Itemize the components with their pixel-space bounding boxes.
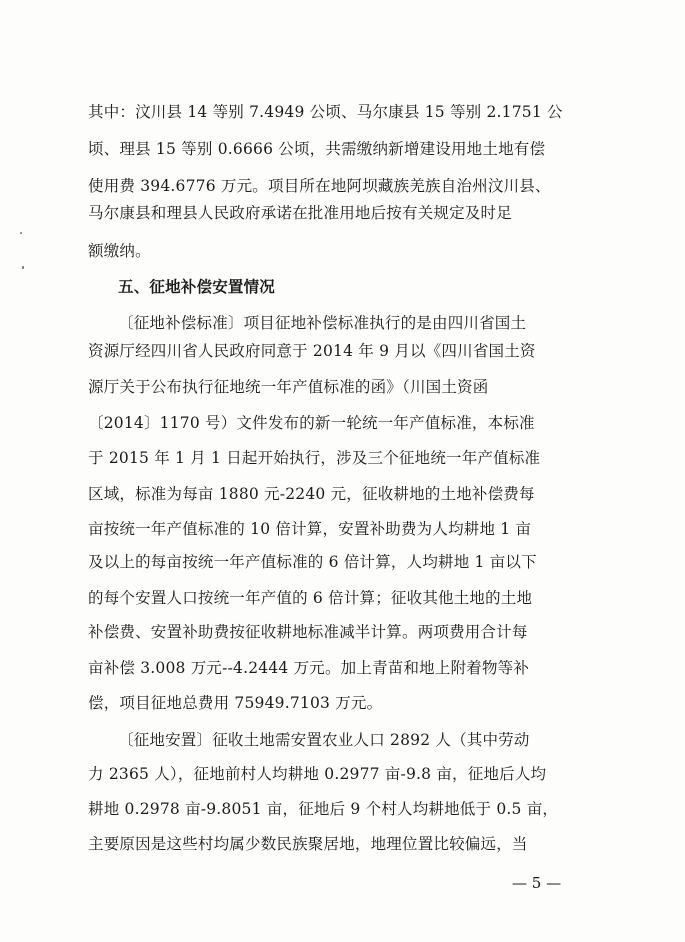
section-heading: 五、征地补偿安置情况 (118, 278, 276, 296)
text-line: 偿，项目征地总费用 75949.7103 万元。 (88, 694, 383, 712)
text-line: 〔征地补偿标准〕项目征地补偿标准执行的是由四川省国土 (118, 314, 527, 332)
page-number: — 5 — (512, 874, 562, 892)
scan-speck (20, 232, 22, 234)
text-line: 于 2015 年 1 月 1 日起开始执行，涉及三个征地统一年产值标准 (88, 449, 541, 467)
text-line: 顷、理县 15 等别 0.6666 公顷，共需缴纳新增建设用地土地有偿 (88, 140, 546, 158)
scan-speck (22, 266, 24, 269)
text-line: 源厅关于公布执行征地统一年产值标准的函》（川国土资函 (88, 378, 489, 396)
text-line: 补偿费、安置补助费按征收耕地标准减半计算。两项费用合计每 (88, 623, 528, 641)
text-line: 〔2014〕1170 号）文件发布的新一轮统一年产值标准，本标准 (88, 414, 535, 432)
text-line: 耕地 0.2978 亩-9.8051 亩，征地后 9 个村人均耕地低于 0.5 亩， (88, 800, 559, 818)
text-line: 的每个安置人口按统一年产值的 6 倍计算；征收其他土地的土地 (88, 589, 533, 607)
text-line: 亩按统一年产值标准的 10 倍计算，安置补助费为人均耕地 1 亩 (88, 520, 532, 538)
text-line: 〔征地安置〕征收土地需安置农业人口 2892 人（其中劳动 (118, 731, 530, 749)
text-line: 额缴纳。 (88, 242, 151, 260)
text-line: 力 2365 人），征地前村人均耕地 0.2977 亩-9.8 亩，征地后人均 (88, 765, 547, 783)
text-line: 区域，标准为每亩 1880 元-2240 元，征收耕地的土地补偿费每 (88, 485, 535, 503)
text-line: 马尔康县和理县人民政府承诺在批准用地后按有关规定及时足 (88, 204, 512, 222)
text-line: 亩补偿 3.008 万元--4.2444 万元。加上青苗和地上附着物等补 (88, 659, 530, 677)
text-line: 主要原因是这些村均属少数民族聚居地，地理位置比较偏远，当 (88, 835, 528, 853)
text-line: 资源厅经四川省人民政府同意于 2014 年 9 月以《四川省国土资 (88, 342, 536, 360)
text-line: 使用费 394.6776 万元。项目所在地阿坝藏族羌族自治州汶川县、 (88, 177, 551, 195)
text-line: 及以上的每亩按统一年产值标准的 6 倍计算，人均耕地 1 亩以下 (88, 553, 537, 571)
text-line: 其中：汶川县 14 等别 7.4949 公顷、马尔康县 15 等别 2.1751 公 (88, 103, 563, 121)
